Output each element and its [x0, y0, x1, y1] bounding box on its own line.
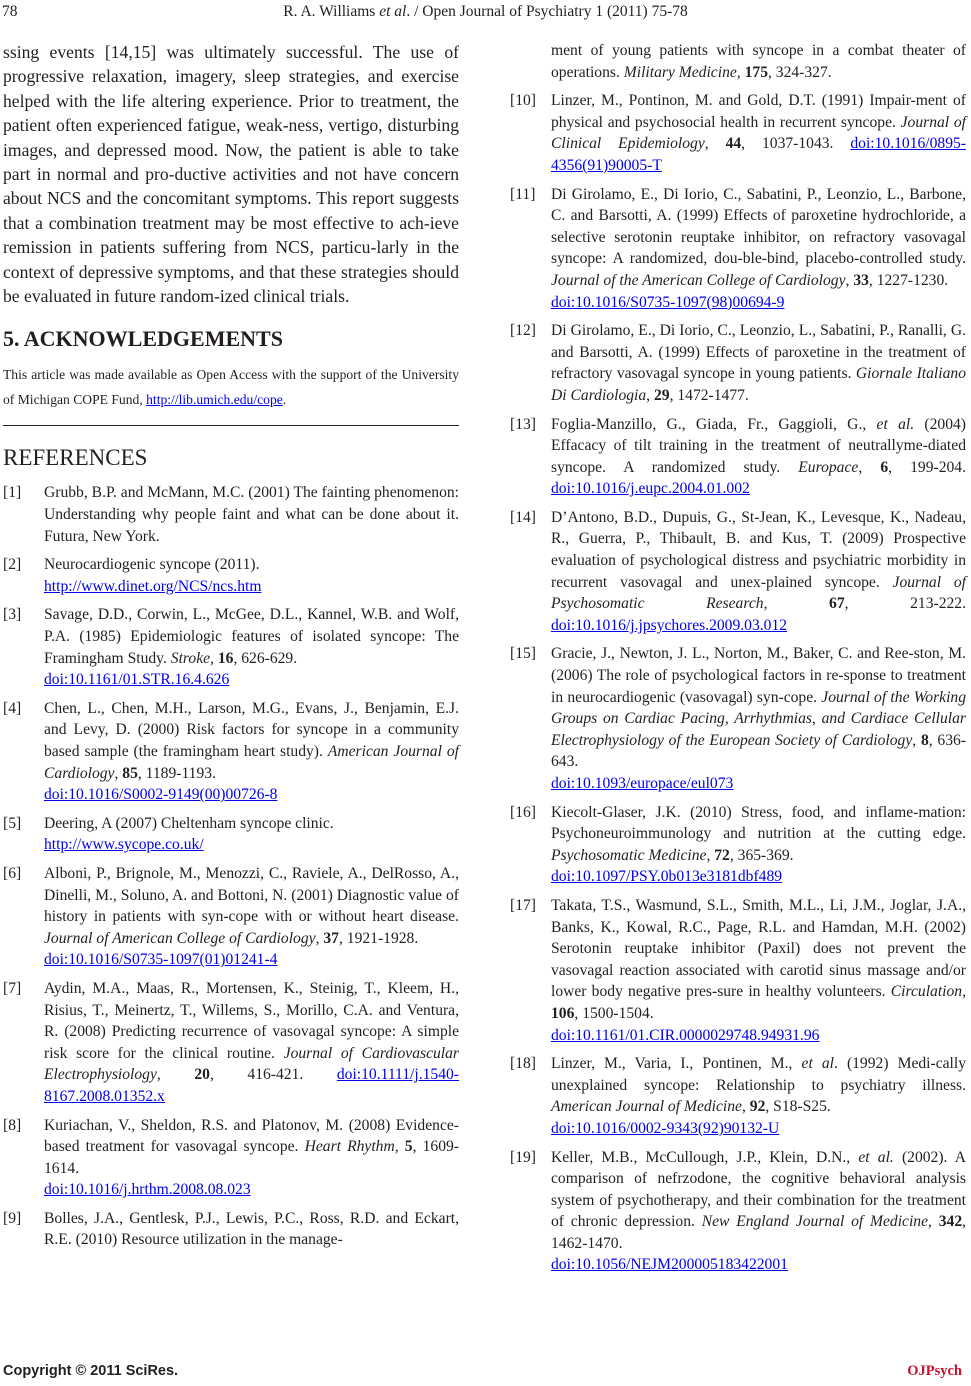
reference-italic: Heart Rhythm,: [304, 1138, 399, 1156]
reference-text: ,: [315, 929, 324, 947]
reference-doi-link[interactable]: http://www.dinet.org/NCS/ncs.htm: [44, 577, 262, 595]
reference-volume: 72: [714, 846, 730, 864]
running-title: [0, 3, 971, 21]
reference-text: ,: [156, 1066, 195, 1084]
reference-volume: 37: [323, 929, 339, 947]
reference-doi-link[interactable]: doi:10.1016/S0735-1097(98)00694-9: [551, 293, 785, 311]
reference-text: ,: [763, 595, 830, 613]
reference-number: [13]: [510, 415, 536, 433]
reference-text: Keller, M.B., McCullough, J.P., Klein, D.N.,: [551, 1148, 859, 1166]
reference-text: Kuriachan, V., Sheldon, R.S. and Platonov, M. (2008) Evidence-based treatment for vasovagal syncope.: [44, 1116, 459, 1156]
ack-tail: .: [282, 392, 287, 408]
reference-text: ,: [210, 649, 218, 667]
reference-italic: et al.: [876, 415, 915, 433]
reference-number: [1]: [3, 484, 22, 502]
reference-text: ,: [646, 386, 654, 404]
reference-item: [3, 978, 459, 1108]
reference-number: [4]: [3, 699, 22, 717]
reference-pages: , 1500-1504.: [574, 1004, 654, 1022]
reference-pages: , 365-369.: [729, 846, 794, 864]
references-list-left: [3, 482, 459, 1251]
reference-volume: 67: [829, 595, 845, 613]
reference-number: [10]: [510, 92, 536, 110]
reference-italic: American Journal of Cardiology: [44, 743, 459, 782]
reference-text: Deering, A (2007) Cheltenham syncope clinic.: [44, 814, 334, 832]
reference-number: [18]: [510, 1055, 536, 1073]
running-header: [0, 3, 971, 23]
page-number: 78: [2, 3, 18, 20]
reference-italic: Journal of American College of Cardiology: [44, 929, 316, 947]
reference-item: [3, 604, 459, 690]
references-heading: REFERENCES: [3, 445, 148, 471]
reference-pages: , 1462-1470.: [551, 1213, 967, 1252]
reference-text: Linzer, M., Pontinon, M. and Gold, D.T. (1991) Impair-ment of physical and psychosocial health in recurrent syncope.: [551, 92, 966, 131]
reference-text: Aydin, M.A., Maas, R., Mortensen, K., Steinig, T., Kleem, H., Risius, T., Meinertz, T., Willems, S., Morillo, C.A. and Ventura, R. (2008) Predicting recurrence of vasovagal syncope: A simple risk score for the clinical routine.: [44, 979, 459, 1062]
reference-doi-link[interactable]: doi:10.1016/0895-4356(91)90005-T: [551, 135, 966, 174]
reference-volume: 16: [217, 649, 234, 667]
reference-volume: 85: [122, 764, 138, 782]
header-journal: . / Open Journal of Psychiatry 1 (2011) 75-78: [406, 3, 688, 20]
reference-volume: 44: [725, 135, 742, 153]
reference-volume: 8: [920, 731, 929, 749]
reference-text: Bolles, J.A., Gentlesk, P.J., Lewis, P.C., Ross, R.D. and Eckart, R.E. (2010) Resource utilization in the manage-: [44, 1209, 459, 1249]
reference-text: Chen, L., Chen, M.H., Larson, M.G., Evans, J., Benjamin, E.J. and Levy, D. (2000) Risk factors for syncope in a community based sample (the framingham heart study).: [44, 699, 459, 760]
reference-text: Di Girolamo, E., Di Iorio, C., Leonzio, L., Sabatini, P., Ranalli, G. and Barsotti, A. (1999) Effects of paroxetine in the treatment of refractory vasovagal syncope in young patients.: [551, 322, 966, 383]
reference-italic: Journal of the Working Groups on Cardiac Pacing, Arrhythmias, and Cardiace Cellular Electrophysiology of the European Society of Cardiology: [551, 688, 967, 749]
reference-text: Alboni, P., Brignole, M., Menozzi, C., Raviele, A., DelRosso, A., Dinelli, M., Soluno, A. and Bottoni, N. (2001) Diagnostic value of history in patients with syn-cope with or without heart disease.: [44, 864, 459, 926]
reference-text: Linzer, M., Varia, I., Pontinen, M.,: [551, 1055, 802, 1073]
reference-item: [510, 643, 966, 794]
reference-pages: , 1472-1477.: [669, 386, 749, 404]
ref-cont-pages: , 324-327.: [767, 63, 832, 81]
reference-italic: Circulation: [890, 983, 963, 1001]
reference-doi-link[interactable]: doi:10.1161/01.STR.16.4.626: [44, 671, 230, 689]
reference-item: [510, 507, 966, 637]
reference-pages: , 1227-1230.: [868, 271, 949, 289]
reference-text: D’Antono, B.D., Dupuis, G., St-Jean, K., Levesque, K., Nadeau, R., Guerra, P., Thibault, B. and Kus, T. (2009) Prospective evaluation of psychological distress and psychiatric morbidity in recurrent vasovagal and unex-plained syncope.: [551, 508, 966, 591]
reference-doi-link[interactable]: doi:10.1016/j.jpsychores.2009.03.012: [551, 616, 788, 634]
reference-pages: , 416-421.: [209, 1066, 337, 1084]
reference-text: Savage, D.D., Corwin, L., McGee, D.L., Kannel, W.B. and Wolf, P.A. (1985) Epidemiologic features of isolated syncope: The Framingham Study.: [44, 606, 459, 667]
ack-body: This article was made available as Open Access with the support of the University of Michigan COPE Fund,: [3, 367, 459, 408]
ref-cont-volume: 175: [744, 63, 768, 81]
reference-pages: , 1609-1614.: [44, 1138, 459, 1177]
reference-italic: Psychosomatic Medicine: [551, 846, 707, 864]
reference-number: [16]: [510, 803, 536, 821]
reference-item: [3, 863, 459, 971]
reference-text: . (1992) Medi-cally unexplained syncope: Relationship to psychiatry illness.: [551, 1055, 966, 1094]
reference-italic: Journal of Psychosomatic Research: [551, 573, 966, 613]
reference-doi-link[interactable]: doi:10.1097/PSY.0b013e3181dbf489: [551, 868, 783, 886]
reference-text: ,: [704, 135, 726, 153]
left-column: [3, 40, 459, 1258]
reference-text: ,: [912, 731, 921, 749]
reference-pages: , 213-222.: [844, 595, 966, 613]
reference-doi-link[interactable]: doi:10.1056/NEJM200005183422001: [551, 1256, 788, 1274]
reference-item: [510, 320, 966, 406]
reference-volume: 5: [404, 1138, 413, 1156]
reference-italic: Journal of the American College of Cardiology: [551, 271, 846, 289]
reference-text: Neurocardiogenic syncope (2011).: [44, 556, 260, 574]
reference-text: (2002). A comparison of nefrzodone, the cognitive behavioral analysis system of psychotherapy, and their combination for the treatment of chronic depression.: [551, 1148, 967, 1231]
acknowledgements-text: [3, 362, 459, 412]
reference-text: ,: [706, 846, 715, 864]
ref-cont-journal: Military Medicine: [623, 63, 737, 81]
reference-number: [7]: [3, 979, 22, 997]
reference-pages: , 626-629.: [233, 649, 298, 667]
reference-italic: et al: [801, 1055, 834, 1073]
reference-volume: 106: [551, 1004, 575, 1022]
reference-doi-link[interactable]: doi:10.1016/S0735-1097(01)01241-4: [44, 951, 278, 969]
header-etal: et al: [379, 3, 407, 20]
reference-doi-link[interactable]: doi:10.1016/j.hrthm.2008.08.023: [44, 1181, 251, 1199]
reference-item: [510, 802, 966, 888]
reference-continuation: [510, 40, 966, 83]
reference-item: [510, 1147, 966, 1277]
reference-pages: , 199-204.: [888, 458, 967, 476]
reference-number: [11]: [510, 185, 536, 203]
body-paragraph: ssing events [14,15] was ultimately successful. The use of progressive relaxation, imagery, sleep strategies, and exercise helped with the life altering experience. Prior to treatment, the patient often experienced fatigue, weak-ness, vertigo, disturbing images, and depressed mood. Now, the patient is able to take part in normal and pro-ductive activities and not have concern about NCS and the concomitant symptoms. This report suggests that a combination treatment may be most effective to ach-ieve remission in patients suffering from NCS, particu-larly in the context of depressive symptoms, and that these strategies should be evaluated in future random-ized clinical trials.: [3, 42, 459, 307]
reference-item: [3, 1208, 459, 1251]
reference-doi-link[interactable]: doi:10.1016/0002-9343(92)90132-U: [551, 1119, 780, 1137]
reference-journal: New England Journal of Medicine: [701, 1213, 929, 1231]
reference-item: [510, 184, 966, 314]
acknowledgements-heading: 5. ACKNOWLEDGEMENTS: [3, 326, 283, 352]
references-list-right: [510, 90, 966, 1276]
reference-item: [3, 698, 459, 806]
reference-pages: , 1189-1193.: [137, 764, 216, 782]
reference-pages: , 1921-1928.: [338, 929, 419, 947]
reference-text: Di Girolamo, E., Di Iorio, C., Sabatini, P., Leonzio, L., Barbone, C. and Barsotti, A. (1999) Effects of paroxetine hydrochloride, a selective serotonin reuptake inhibitor, on refractory vasovagal syncope: A randomized, dou-ble-bind, placebo-controlled study.: [551, 185, 966, 268]
reference-number: [5]: [3, 814, 22, 832]
reference-number: [19]: [510, 1148, 536, 1166]
reference-number: [6]: [3, 864, 22, 882]
reference-italic: Stroke: [170, 649, 211, 667]
reference-volume: 6: [880, 458, 889, 476]
reference-separator: ,: [741, 1098, 750, 1116]
journal-abbrev: OJPsych: [907, 1363, 962, 1379]
reference-text: ,: [114, 764, 123, 782]
reference-doi-link[interactable]: doi:10.1016/S0002-9149(00)00726-8: [44, 786, 278, 804]
reference-text: Foglia-Manzillo, G., Giada, Fr., Gaggioli, G.,: [551, 415, 877, 433]
right-column: [510, 40, 966, 1283]
reference-volume: 92: [749, 1098, 766, 1116]
section-divider: [3, 425, 459, 426]
reference-number: [9]: [3, 1209, 22, 1227]
header-authors: R. A. Williams: [283, 3, 380, 20]
reference-volume: 29: [653, 386, 670, 404]
reference-pages: , S18-S25.: [765, 1098, 831, 1116]
reference-volume: 342: [938, 1213, 963, 1231]
reference-number: [8]: [3, 1116, 22, 1134]
reference-italic: Giornale Italiano Di Cardiologia: [551, 365, 966, 404]
reference-doi-link[interactable]: doi:10.1016/j.eupc.2004.01.002: [551, 480, 750, 498]
reference-number: [15]: [510, 645, 536, 663]
reference-item: [510, 895, 966, 1046]
reference-italic: Journal of Clinical Epidemiology: [551, 113, 966, 153]
reference-pages: , 1037-1043.: [741, 135, 851, 153]
reference-number: [14]: [510, 508, 536, 526]
reference-item: [3, 554, 459, 597]
cope-link[interactable]: http://lib.umich.edu/cope: [146, 392, 283, 408]
reference-text: Grubb, B.P. and McMann, M.C. (2001) The fainting phenomenon: Understanding why people faint and what can be done about it. Futura, New York.: [44, 484, 459, 545]
reference-item: [510, 90, 966, 176]
reference-text: Gracie, J., Newton, J. L., Norton, M., Baker, C. and Ree-ston, M. (2006) The role of psychological factors in re-sponse to treatment in neurocardiogenic (vasovagal) syn-cope.: [551, 645, 966, 706]
reference-item: [510, 414, 966, 500]
reference-italic: et al.: [858, 1148, 894, 1166]
reference-text: ,: [845, 271, 854, 289]
reference-separator: ,: [928, 1213, 939, 1231]
copyright: Copyright © 2011 SciRes.: [3, 1363, 179, 1379]
reference-doi-link[interactable]: doi:10.1093/europace/eul073: [551, 775, 734, 792]
reference-pages: , 636-643.: [551, 731, 967, 771]
reference-separator: ,: [858, 458, 881, 476]
page-footer: [0, 1363, 971, 1383]
reference-volume: 33: [853, 271, 869, 289]
reference-item: [510, 1053, 966, 1139]
reference-journal: Europace: [798, 458, 859, 476]
reference-doi-link[interactable]: http://www.sycope.co.uk/: [44, 836, 204, 854]
reference-text: Takata, T.S., Wasmund, S.L., Smith, M.L., Li, J.M., Joglar, J.A., Banks, K., Kowal, R.C., Page, R.L. and Hamdan, M.H. (2002) Serotonin reuptake inhibitor (Paxil) does not prevent the vasovagal reaction associated with carotid sinus massage and/or lower body negative pres-sure in healthy volunteers.: [551, 896, 966, 1001]
reference-journal: American Journal of Medicine: [551, 1098, 742, 1116]
reference-item: [3, 813, 459, 856]
reference-number: [2]: [3, 556, 22, 574]
reference-number: [3]: [3, 606, 22, 624]
ref-cont-text: ment of young patients with syncope in a combat theater of operations.: [551, 42, 966, 81]
ref-cont-sep: ,: [736, 63, 745, 81]
reference-italic: Journal of Cardiovascular Electrophysiology: [44, 1044, 459, 1084]
reference-text: (2004) Effacacy of tilt training in the treatment of neutrallyme-diated syncope. A randomized study.: [551, 415, 966, 476]
reference-item: [3, 1115, 459, 1201]
reference-doi-link[interactable]: doi:10.1161/01.CIR.0000029748.94931.96: [551, 1026, 820, 1044]
reference-volume: 20: [194, 1066, 210, 1084]
reference-number: [17]: [510, 896, 536, 914]
reference-number: [12]: [510, 322, 536, 340]
reference-doi-link[interactable]: doi:10.1111/j.1540-8167.2008.01352.x: [44, 1066, 460, 1105]
reference-item: [3, 482, 459, 547]
reference-text: ,: [962, 983, 966, 1001]
reference-text: Kiecolt-Glaser, J.K. (2010) Stress, food, and inflame-mation: Psychoneuroimmunology and nutrition at the cutting edge.: [551, 803, 966, 843]
